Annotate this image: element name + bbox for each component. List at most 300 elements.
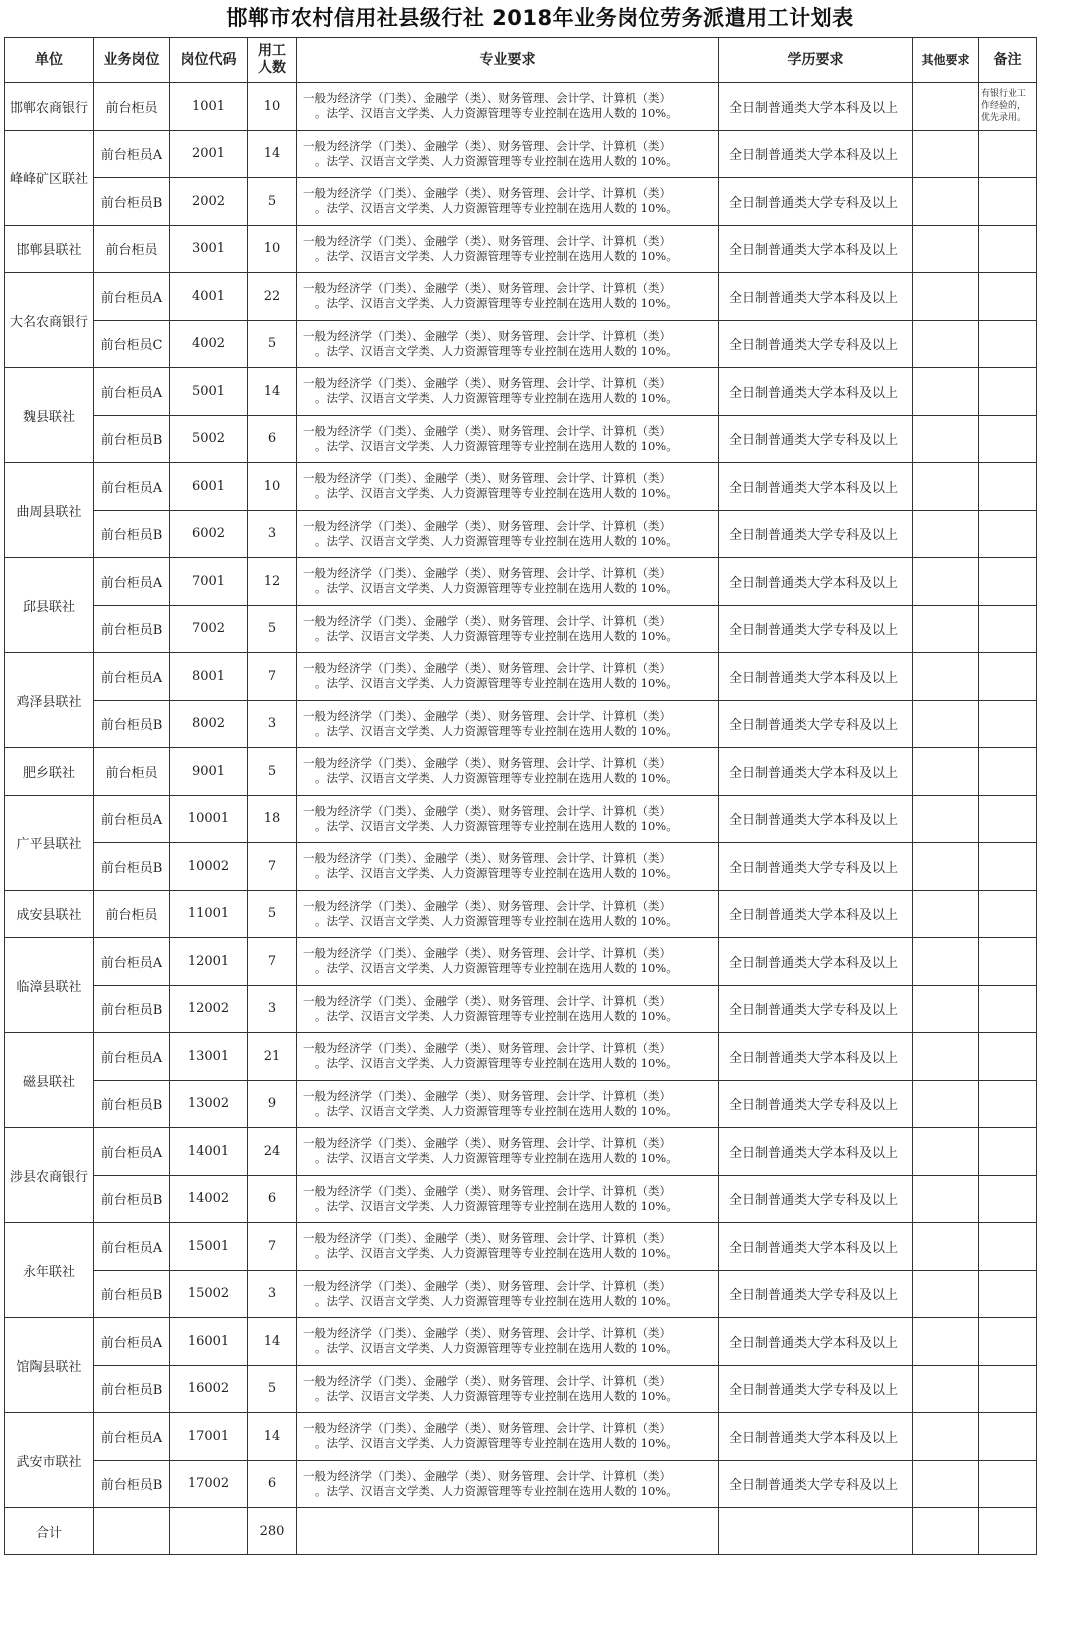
position-cell: 前台柜员B xyxy=(94,1365,170,1413)
major-cell xyxy=(297,463,719,511)
major-line1: 一般为经济学（门类）、金融学（类）、财务管理、会计学、计算机（类） xyxy=(303,756,671,771)
major-cell xyxy=(297,938,719,986)
remark-cell: 有银行业工作经验的，优先录用。 xyxy=(979,83,1037,131)
major-line2: 。法学、汉语言文学类、人力资源管理等专业控制在选用人数的 10%。 xyxy=(315,723,678,738)
other-cell xyxy=(913,320,979,368)
table-row xyxy=(5,1270,1037,1318)
unit-cell: 涉县农商银行 xyxy=(5,1128,94,1223)
remark-cell xyxy=(979,1365,1037,1413)
major-line1: 一般为经济学（门类）、金融学（类）、财务管理、会计学、计算机（类） xyxy=(303,1088,671,1103)
position-cell: 前台柜员A xyxy=(94,368,170,416)
total-education-cell xyxy=(719,1508,913,1555)
major-line1: 一般为经济学（门类）、金融学（类）、财务管理、会计学、计算机（类） xyxy=(303,423,671,438)
header-unit: 单位 xyxy=(5,38,94,83)
code-cell: 6002 xyxy=(170,510,248,558)
remark-cell xyxy=(979,748,1037,796)
major-line1: 一般为经济学（门类）、金融学（类）、财务管理、会计学、计算机（类） xyxy=(303,708,671,723)
major-line2: 。法学、汉语言文学类、人力资源管理等专业控制在选用人数的 10%。 xyxy=(315,771,678,786)
major-line1: 一般为经济学（门类）、金融学（类）、财务管理、会计学、计算机（类） xyxy=(303,328,671,343)
position-cell: 前台柜员B xyxy=(94,985,170,1033)
total-label: 合计 xyxy=(5,1508,94,1555)
remark-cell xyxy=(979,890,1037,938)
other-cell xyxy=(913,1318,979,1366)
other-cell xyxy=(913,463,979,511)
major-line1: 一般为经济学（门类）、金融学（类）、财务管理、会计学、计算机（类） xyxy=(303,898,671,913)
header-position: 业务岗位 xyxy=(94,38,170,83)
table-row xyxy=(5,273,1037,321)
table-row xyxy=(5,558,1037,606)
code-cell: 2002 xyxy=(170,178,248,226)
unit-cell: 肥乡联社 xyxy=(5,748,94,796)
total-row xyxy=(5,1508,1037,1555)
count-cell: 10 xyxy=(248,463,297,511)
code-cell: 12001 xyxy=(170,938,248,986)
education-cell: 全日制普通类大学本科及以上 xyxy=(719,1413,913,1461)
remark-cell xyxy=(979,843,1037,891)
table-row xyxy=(5,130,1037,178)
count-cell: 14 xyxy=(248,1318,297,1366)
education-cell: 全日制普通类大学本科及以上 xyxy=(719,225,913,273)
education-cell: 全日制普通类大学本科及以上 xyxy=(719,1223,913,1271)
count-cell: 5 xyxy=(248,748,297,796)
code-cell: 13001 xyxy=(170,1033,248,1081)
remark-cell xyxy=(979,1223,1037,1271)
other-cell xyxy=(913,510,979,558)
table-row xyxy=(5,368,1037,416)
major-line1: 一般为经济学（门类）、金融学（类）、财务管理、会计学、计算机（类） xyxy=(303,566,671,581)
position-cell: 前台柜员A xyxy=(94,795,170,843)
major-line1: 一般为经济学（门类）、金融学（类）、财务管理、会计学、计算机（类） xyxy=(303,233,671,248)
header-other: 其他要求 xyxy=(913,38,979,83)
education-cell: 全日制普通类大学专科及以上 xyxy=(719,320,913,368)
major-line2: 。法学、汉语言文学类、人力资源管理等专业控制在选用人数的 10%。 xyxy=(315,438,678,453)
table-row xyxy=(5,320,1037,368)
count-cell: 5 xyxy=(248,320,297,368)
other-cell xyxy=(913,558,979,606)
position-cell: 前台柜员B xyxy=(94,415,170,463)
unit-cell: 鸡泽县联社 xyxy=(5,653,94,748)
table-row xyxy=(5,890,1037,938)
education-cell: 全日制普通类大学本科及以上 xyxy=(719,368,913,416)
count-cell: 10 xyxy=(248,225,297,273)
other-cell xyxy=(913,985,979,1033)
code-cell: 17001 xyxy=(170,1413,248,1461)
code-cell: 5001 xyxy=(170,368,248,416)
other-cell xyxy=(913,938,979,986)
count-cell: 21 xyxy=(248,1033,297,1081)
position-cell: 前台柜员B xyxy=(94,178,170,226)
major-cell xyxy=(297,1033,719,1081)
remark-cell xyxy=(979,415,1037,463)
count-cell: 7 xyxy=(248,938,297,986)
remark-cell xyxy=(979,1175,1037,1223)
major-cell xyxy=(297,890,719,938)
table-row xyxy=(5,700,1037,748)
count-cell: 12 xyxy=(248,558,297,606)
education-cell: 全日制普通类大学本科及以上 xyxy=(719,130,913,178)
other-cell xyxy=(913,1460,979,1508)
code-cell: 17002 xyxy=(170,1460,248,1508)
table-row xyxy=(5,938,1037,986)
count-cell: 5 xyxy=(248,605,297,653)
remark-cell xyxy=(979,320,1037,368)
code-cell: 8002 xyxy=(170,700,248,748)
major-line1: 一般为经济学（门类）、金融学（类）、财务管理、会计学、计算机（类） xyxy=(303,91,671,106)
major-line1: 一般为经济学（门类）、金融学（类）、财务管理、会计学、计算机（类） xyxy=(303,1041,671,1056)
major-line1: 一般为经济学（门类）、金融学（类）、财务管理、会计学、计算机（类） xyxy=(303,851,671,866)
major-line2: 。法学、汉语言文学类、人力资源管理等专业控制在选用人数的 10%。 xyxy=(315,391,678,406)
code-cell: 8001 xyxy=(170,653,248,701)
major-line1: 一般为经济学（门类）、金融学（类）、财务管理、会计学、计算机（类） xyxy=(303,946,671,961)
remark-cell xyxy=(979,178,1037,226)
unit-cell: 邯郸农商银行 xyxy=(5,83,94,131)
education-cell: 全日制普通类大学专科及以上 xyxy=(719,1365,913,1413)
education-cell: 全日制普通类大学本科及以上 xyxy=(719,938,913,986)
other-cell xyxy=(913,843,979,891)
education-cell: 全日制普通类大学专科及以上 xyxy=(719,178,913,226)
other-cell xyxy=(913,700,979,748)
count-cell: 7 xyxy=(248,1223,297,1271)
remark-cell xyxy=(979,558,1037,606)
major-line2: 。法学、汉语言文学类、人力资源管理等专业控制在选用人数的 10%。 xyxy=(315,1008,678,1023)
major-cell xyxy=(297,1175,719,1223)
unit-cell: 魏县联社 xyxy=(5,368,94,463)
code-cell: 16002 xyxy=(170,1365,248,1413)
major-line2: 。法学、汉语言文学类、人力资源管理等专业控制在选用人数的 10%。 xyxy=(315,581,678,596)
table-row xyxy=(5,463,1037,511)
major-line1: 一般为经济学（门类）、金融学（类）、财务管理、会计学、计算机（类） xyxy=(303,1231,671,1246)
major-line1: 一般为经济学（门类）、金融学（类）、财务管理、会计学、计算机（类） xyxy=(303,1326,671,1341)
code-cell: 9001 xyxy=(170,748,248,796)
count-cell: 14 xyxy=(248,368,297,416)
total-major-cell xyxy=(297,1508,719,1555)
position-cell: 前台柜员A xyxy=(94,1318,170,1366)
major-line1: 一般为经济学（门类）、金融学（类）、财务管理、会计学、计算机（类） xyxy=(303,376,671,391)
count-cell: 14 xyxy=(248,130,297,178)
position-cell: 前台柜员A xyxy=(94,130,170,178)
table-row xyxy=(5,748,1037,796)
table-row xyxy=(5,1128,1037,1176)
remark-cell xyxy=(979,795,1037,843)
major-cell xyxy=(297,795,719,843)
code-cell: 3001 xyxy=(170,225,248,273)
total-other-cell xyxy=(913,1508,979,1555)
table-row xyxy=(5,83,1037,131)
other-cell xyxy=(913,1365,979,1413)
code-cell: 4002 xyxy=(170,320,248,368)
major-line1: 一般为经济学（门类）、金融学（类）、财务管理、会计学、计算机（类） xyxy=(303,138,671,153)
education-cell: 全日制普通类大学本科及以上 xyxy=(719,558,913,606)
position-cell: 前台柜员A xyxy=(94,1413,170,1461)
position-cell: 前台柜员A xyxy=(94,1033,170,1081)
table-row xyxy=(5,1033,1037,1081)
code-cell: 13002 xyxy=(170,1080,248,1128)
table-row xyxy=(5,985,1037,1033)
position-cell: 前台柜员A xyxy=(94,463,170,511)
education-cell: 全日制普通类大学本科及以上 xyxy=(719,273,913,321)
major-line2: 。法学、汉语言文学类、人力资源管理等专业控制在选用人数的 10%。 xyxy=(315,106,678,121)
education-cell: 全日制普通类大学专科及以上 xyxy=(719,843,913,891)
position-cell: 前台柜员B xyxy=(94,843,170,891)
position-cell: 前台柜员B xyxy=(94,700,170,748)
education-cell: 全日制普通类大学本科及以上 xyxy=(719,1128,913,1176)
education-cell: 全日制普通类大学专科及以上 xyxy=(719,1460,913,1508)
position-cell: 前台柜员A xyxy=(94,273,170,321)
other-cell xyxy=(913,890,979,938)
table-row xyxy=(5,653,1037,701)
major-line2: 。法学、汉语言文学类、人力资源管理等专业控制在选用人数的 10%。 xyxy=(315,1246,678,1261)
major-cell xyxy=(297,368,719,416)
position-cell: 前台柜员A xyxy=(94,653,170,701)
table-body xyxy=(5,83,1037,1555)
count-cell: 7 xyxy=(248,843,297,891)
table-row xyxy=(5,510,1037,558)
unit-cell: 成安县联社 xyxy=(5,890,94,938)
education-cell: 全日制普通类大学专科及以上 xyxy=(719,1080,913,1128)
header-count-line2: 人数 xyxy=(258,60,286,76)
header-count-line1: 用工 xyxy=(258,43,286,59)
major-line1: 一般为经济学（门类）、金融学（类）、财务管理、会计学、计算机（类） xyxy=(303,661,671,676)
position-cell: 前台柜员B xyxy=(94,1460,170,1508)
other-cell xyxy=(913,1223,979,1271)
page-title: 邯郸市农村信用社县级行社 2018年业务岗位劳务派遣用工计划表 xyxy=(226,6,854,30)
education-cell: 全日制普通类大学专科及以上 xyxy=(719,510,913,558)
code-cell: 6001 xyxy=(170,463,248,511)
major-line2: 。法学、汉语言文学类、人力资源管理等专业控制在选用人数的 10%。 xyxy=(315,201,678,216)
major-line1: 一般为经济学（门类）、金融学（类）、财务管理、会计学、计算机（类） xyxy=(303,281,671,296)
code-cell: 14002 xyxy=(170,1175,248,1223)
count-cell: 5 xyxy=(248,1365,297,1413)
education-cell: 全日制普通类大学本科及以上 xyxy=(719,1033,913,1081)
major-cell xyxy=(297,558,719,606)
other-cell xyxy=(913,795,979,843)
header-count xyxy=(248,38,297,83)
other-cell xyxy=(913,178,979,226)
table-row xyxy=(5,178,1037,226)
code-cell: 2001 xyxy=(170,130,248,178)
major-cell xyxy=(297,225,719,273)
header-row xyxy=(5,38,1037,83)
major-cell xyxy=(297,83,719,131)
other-cell xyxy=(913,1080,979,1128)
major-line1: 一般为经济学（门类）、金融学（类）、财务管理、会计学、计算机（类） xyxy=(303,613,671,628)
position-cell: 前台柜员C xyxy=(94,320,170,368)
count-cell: 24 xyxy=(248,1128,297,1176)
major-cell xyxy=(297,653,719,701)
unit-cell: 武安市联社 xyxy=(5,1413,94,1508)
major-cell xyxy=(297,1365,719,1413)
major-cell xyxy=(297,178,719,226)
major-line2: 。法学、汉语言文学类、人力资源管理等专业控制在选用人数的 10%。 xyxy=(315,818,678,833)
position-cell: 前台柜员A xyxy=(94,1223,170,1271)
count-cell: 3 xyxy=(248,700,297,748)
education-cell: 全日制普通类大学专科及以上 xyxy=(719,985,913,1033)
education-cell: 全日制普通类大学专科及以上 xyxy=(719,1270,913,1318)
remark-cell xyxy=(979,1128,1037,1176)
table-row xyxy=(5,1223,1037,1271)
count-cell: 7 xyxy=(248,653,297,701)
major-cell xyxy=(297,1318,719,1366)
major-line2: 。法学、汉语言文学类、人力资源管理等专业控制在选用人数的 10%。 xyxy=(315,1388,678,1403)
other-cell xyxy=(913,368,979,416)
remark-cell xyxy=(979,700,1037,748)
major-cell xyxy=(297,748,719,796)
major-line1: 一般为经济学（门类）、金融学（类）、财务管理、会计学、计算机（类） xyxy=(303,803,671,818)
code-cell: 7001 xyxy=(170,558,248,606)
remark-cell xyxy=(979,1033,1037,1081)
other-cell xyxy=(913,273,979,321)
table-row xyxy=(5,1413,1037,1461)
other-cell xyxy=(913,130,979,178)
table-row xyxy=(5,1460,1037,1508)
header-code: 岗位代码 xyxy=(170,38,248,83)
major-line1: 一般为经济学（门类）、金融学（类）、财务管理、会计学、计算机（类） xyxy=(303,471,671,486)
major-cell xyxy=(297,1223,719,1271)
major-line2: 。法学、汉语言文学类、人力资源管理等专业控制在选用人数的 10%。 xyxy=(315,1151,678,1166)
position-cell: 前台柜员 xyxy=(94,83,170,131)
code-cell: 5002 xyxy=(170,415,248,463)
major-line2: 。法学、汉语言文学类、人力资源管理等专业控制在选用人数的 10%。 xyxy=(315,248,678,263)
count-cell: 3 xyxy=(248,510,297,558)
position-cell: 前台柜员 xyxy=(94,890,170,938)
other-cell xyxy=(913,1413,979,1461)
other-cell xyxy=(913,225,979,273)
unit-cell: 磁县联社 xyxy=(5,1033,94,1128)
major-line2: 。法学、汉语言文学类、人力资源管理等专业控制在选用人数的 10%。 xyxy=(315,1198,678,1213)
code-cell: 11001 xyxy=(170,890,248,938)
code-cell: 15002 xyxy=(170,1270,248,1318)
major-cell xyxy=(297,510,719,558)
count-cell: 10 xyxy=(248,83,297,131)
remark-cell xyxy=(979,225,1037,273)
major-line2: 。法学、汉语言文学类、人力资源管理等专业控制在选用人数的 10%。 xyxy=(315,1483,678,1498)
education-cell: 全日制普通类大学本科及以上 xyxy=(719,748,913,796)
major-cell xyxy=(297,700,719,748)
education-cell: 全日制普通类大学专科及以上 xyxy=(719,415,913,463)
major-cell xyxy=(297,320,719,368)
unit-cell: 大名农商银行 xyxy=(5,273,94,368)
remark-cell xyxy=(979,510,1037,558)
header-education: 学历要求 xyxy=(719,38,913,83)
other-cell xyxy=(913,653,979,701)
table-row xyxy=(5,225,1037,273)
major-line2: 。法学、汉语言文学类、人力资源管理等专业控制在选用人数的 10%。 xyxy=(315,486,678,501)
major-line2: 。法学、汉语言文学类、人力资源管理等专业控制在选用人数的 10%。 xyxy=(315,533,678,548)
education-cell: 全日制普通类大学本科及以上 xyxy=(719,890,913,938)
table-row xyxy=(5,795,1037,843)
major-line1: 一般为经济学（门类）、金融学（类）、财务管理、会计学、计算机（类） xyxy=(303,1468,671,1483)
other-cell xyxy=(913,1270,979,1318)
code-cell: 7002 xyxy=(170,605,248,653)
remark-cell xyxy=(979,1413,1037,1461)
other-cell xyxy=(913,748,979,796)
remark-cell xyxy=(979,605,1037,653)
remark-cell xyxy=(979,130,1037,178)
other-cell xyxy=(913,83,979,131)
table-row xyxy=(5,605,1037,653)
unit-cell: 永年联社 xyxy=(5,1223,94,1318)
position-cell: 前台柜员B xyxy=(94,1270,170,1318)
count-cell: 18 xyxy=(248,795,297,843)
unit-cell: 广平县联社 xyxy=(5,795,94,890)
major-cell xyxy=(297,130,719,178)
other-cell xyxy=(913,605,979,653)
remark-cell xyxy=(979,1460,1037,1508)
total-position-cell xyxy=(94,1508,170,1555)
code-cell: 4001 xyxy=(170,273,248,321)
major-line2: 。法学、汉语言文学类、人力资源管理等专业控制在选用人数的 10%。 xyxy=(315,1293,678,1308)
remark-cell xyxy=(979,463,1037,511)
table-row xyxy=(5,1318,1037,1366)
education-cell: 全日制普通类大学本科及以上 xyxy=(719,463,913,511)
position-cell: 前台柜员B xyxy=(94,605,170,653)
code-cell: 14001 xyxy=(170,1128,248,1176)
major-line2: 。法学、汉语言文学类、人力资源管理等专业控制在选用人数的 10%。 xyxy=(315,961,678,976)
total-code-cell xyxy=(170,1508,248,1555)
header-major: 专业要求 xyxy=(297,38,719,83)
header-remark: 备注 xyxy=(979,38,1037,83)
code-cell: 1001 xyxy=(170,83,248,131)
education-cell: 全日制普通类大学专科及以上 xyxy=(719,700,913,748)
count-cell: 6 xyxy=(248,1460,297,1508)
total-remark-cell xyxy=(979,1508,1037,1555)
unit-cell: 邯郸县联社 xyxy=(5,225,94,273)
position-cell: 前台柜员B xyxy=(94,510,170,558)
count-cell: 6 xyxy=(248,1175,297,1223)
major-line1: 一般为经济学（门类）、金融学（类）、财务管理、会计学、计算机（类） xyxy=(303,1421,671,1436)
other-cell xyxy=(913,1033,979,1081)
table-row xyxy=(5,415,1037,463)
education-cell: 全日制普通类大学本科及以上 xyxy=(719,795,913,843)
remark-cell xyxy=(979,1270,1037,1318)
other-cell xyxy=(913,1175,979,1223)
count-cell: 6 xyxy=(248,415,297,463)
major-cell xyxy=(297,273,719,321)
major-line2: 。法学、汉语言文学类、人力资源管理等专业控制在选用人数的 10%。 xyxy=(315,153,678,168)
education-cell: 全日制普通类大学本科及以上 xyxy=(719,1318,913,1366)
major-line2: 。法学、汉语言文学类、人力资源管理等专业控制在选用人数的 10%。 xyxy=(315,628,678,643)
position-cell: 前台柜员B xyxy=(94,1080,170,1128)
remark-cell xyxy=(979,938,1037,986)
major-cell xyxy=(297,1270,719,1318)
other-cell xyxy=(913,1128,979,1176)
table-row xyxy=(5,1080,1037,1128)
count-cell: 5 xyxy=(248,178,297,226)
remark-cell xyxy=(979,653,1037,701)
major-line1: 一般为经济学（门类）、金融学（类）、财务管理、会计学、计算机（类） xyxy=(303,186,671,201)
major-line2: 。法学、汉语言文学类、人力资源管理等专业控制在选用人数的 10%。 xyxy=(315,1056,678,1071)
remark-cell xyxy=(979,1080,1037,1128)
code-cell: 10001 xyxy=(170,795,248,843)
major-line1: 一般为经济学（门类）、金融学（类）、财务管理、会计学、计算机（类） xyxy=(303,1278,671,1293)
count-cell: 22 xyxy=(248,273,297,321)
remark-cell xyxy=(979,1318,1037,1366)
major-line1: 一般为经济学（门类）、金融学（类）、财务管理、会计学、计算机（类） xyxy=(303,518,671,533)
unit-cell: 邱县联社 xyxy=(5,558,94,653)
table-row xyxy=(5,1365,1037,1413)
code-cell: 10002 xyxy=(170,843,248,891)
major-line1: 一般为经济学（门类）、金融学（类）、财务管理、会计学、计算机（类） xyxy=(303,1183,671,1198)
major-line1: 一般为经济学（门类）、金融学（类）、财务管理、会计学、计算机（类） xyxy=(303,1136,671,1151)
unit-cell: 峰峰矿区联社 xyxy=(5,130,94,225)
major-cell xyxy=(297,1128,719,1176)
count-cell: 3 xyxy=(248,985,297,1033)
remark-cell xyxy=(979,368,1037,416)
major-line2: 。法学、汉语言文学类、人力资源管理等专业控制在选用人数的 10%。 xyxy=(315,676,678,691)
remark-cell xyxy=(979,985,1037,1033)
count-cell: 3 xyxy=(248,1270,297,1318)
major-line1: 一般为经济学（门类）、金融学（类）、财务管理、会计学、计算机（类） xyxy=(303,1373,671,1388)
